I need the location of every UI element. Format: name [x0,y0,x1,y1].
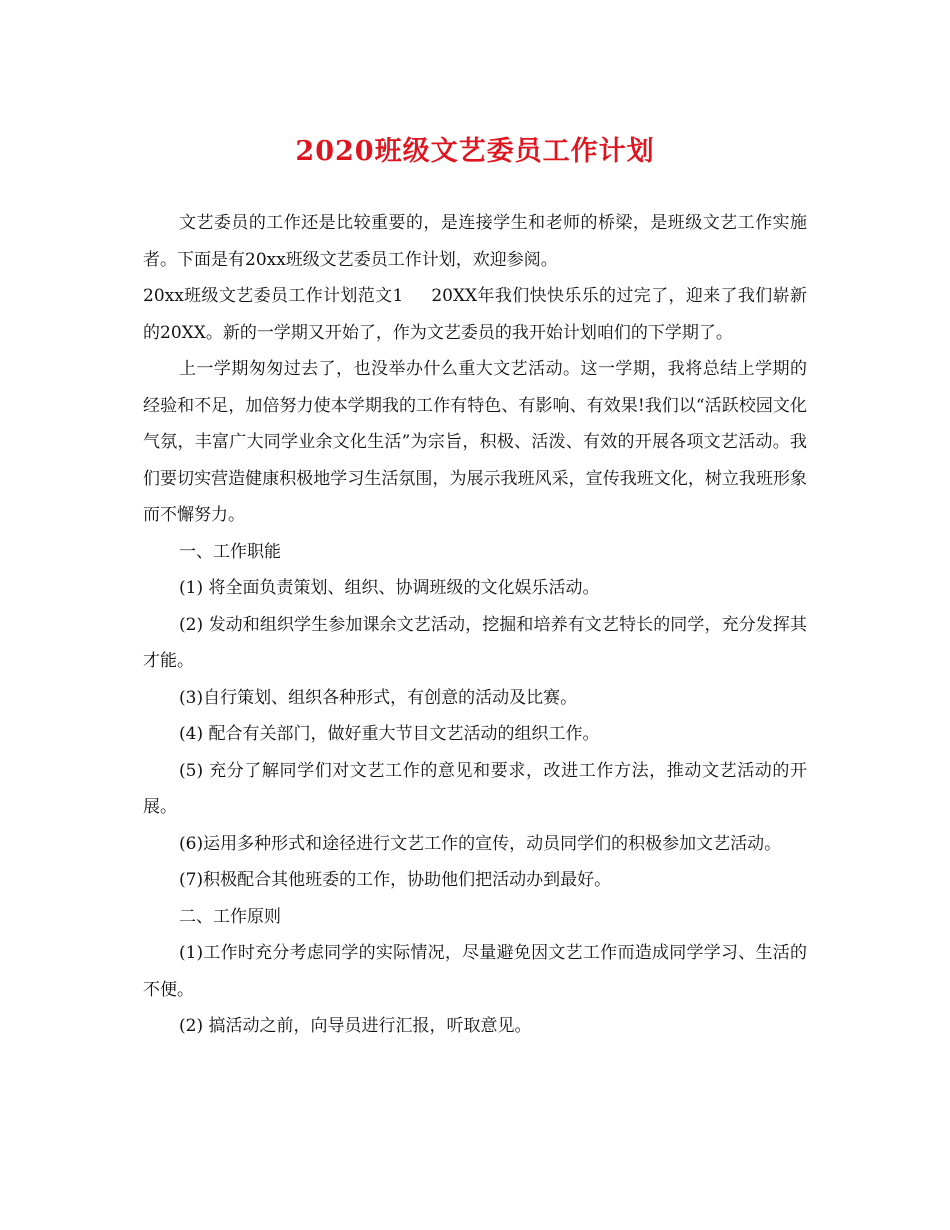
section-heading-principles: 二、工作原则 [179,906,281,927]
sample-heading-label: 20xx班级文艺委员工作计划范文1 [143,286,404,306]
list-item-function-7: (7)积极配合其他班委的工作，协助他们把活动办到最好。 [179,870,612,890]
paragraph-sample-heading [143,278,807,351]
list-item-principle-1: (1)工作时充分考虑同学的实际情况，尽量避免因文艺工作而造成同学学习、生活的不便。 [143,943,807,1000]
list-item-function-1: (1) 将全面负责策划、组织、协调班级的文化娱乐活动。 [179,578,600,598]
list-item-function-4: (4) 配合有关部门，做好重大节目文艺活动的组织工作。 [179,724,600,744]
sample-heading-text: 20XX年我们快快乐乐的过完了，迎来了我们崭新的20XX。新的一学期又开始了，作为文艺委员的我开始计划咱们的下学期了。 [143,286,807,343]
paragraph-summary: 上一学期匆匆过去了，也没举办什么重大文艺活动。这一学期，我将总结上学期的经验和不足，加倍努力使本学期我的工作有特色、有影响、有效果!我们以“活跃校园文化气氛，丰富广大同学业余文化生活”为宗旨，积极、活泼、有效的开展各项文艺活动。我们要切实营造健康积极地学习生活氛围，为展示我班风采，宣传我班文化，树立我班形象而不懈努力。 [143,359,807,525]
list-item-function-5: (5) 充分了解同学们对文艺工作的意见和要求，改进工作方法，推动文艺活动的开展。 [143,760,807,817]
list-item-function-2: (2) 发动和组织学生参加课余文艺活动，挖掘和培养有文艺特长的同学，充分发挥其才能。 [143,614,807,671]
list-item-principle-2: (2) 搞活动之前，向导员进行汇报，听取意见。 [179,1016,532,1036]
document-title: 2020班级文艺委员工作计划 [295,136,655,167]
list-item-function-6: (6)运用多种形式和途径进行文艺工作的宣传，动员同学们的积极参加文艺活动。 [179,833,782,854]
list-item-function-3: (3)自行策划、组织各种形式，有创意的活动及比赛。 [179,687,578,708]
section-heading-functions: 一、工作职能 [179,541,281,562]
document-body [143,205,807,1045]
paragraph-intro: 文艺委员的工作还是比较重要的，是连接学生和老师的桥梁，是班级文艺工作实施者。下面是有20xx班级文艺委员工作计划，欢迎参阅。 [143,213,807,270]
